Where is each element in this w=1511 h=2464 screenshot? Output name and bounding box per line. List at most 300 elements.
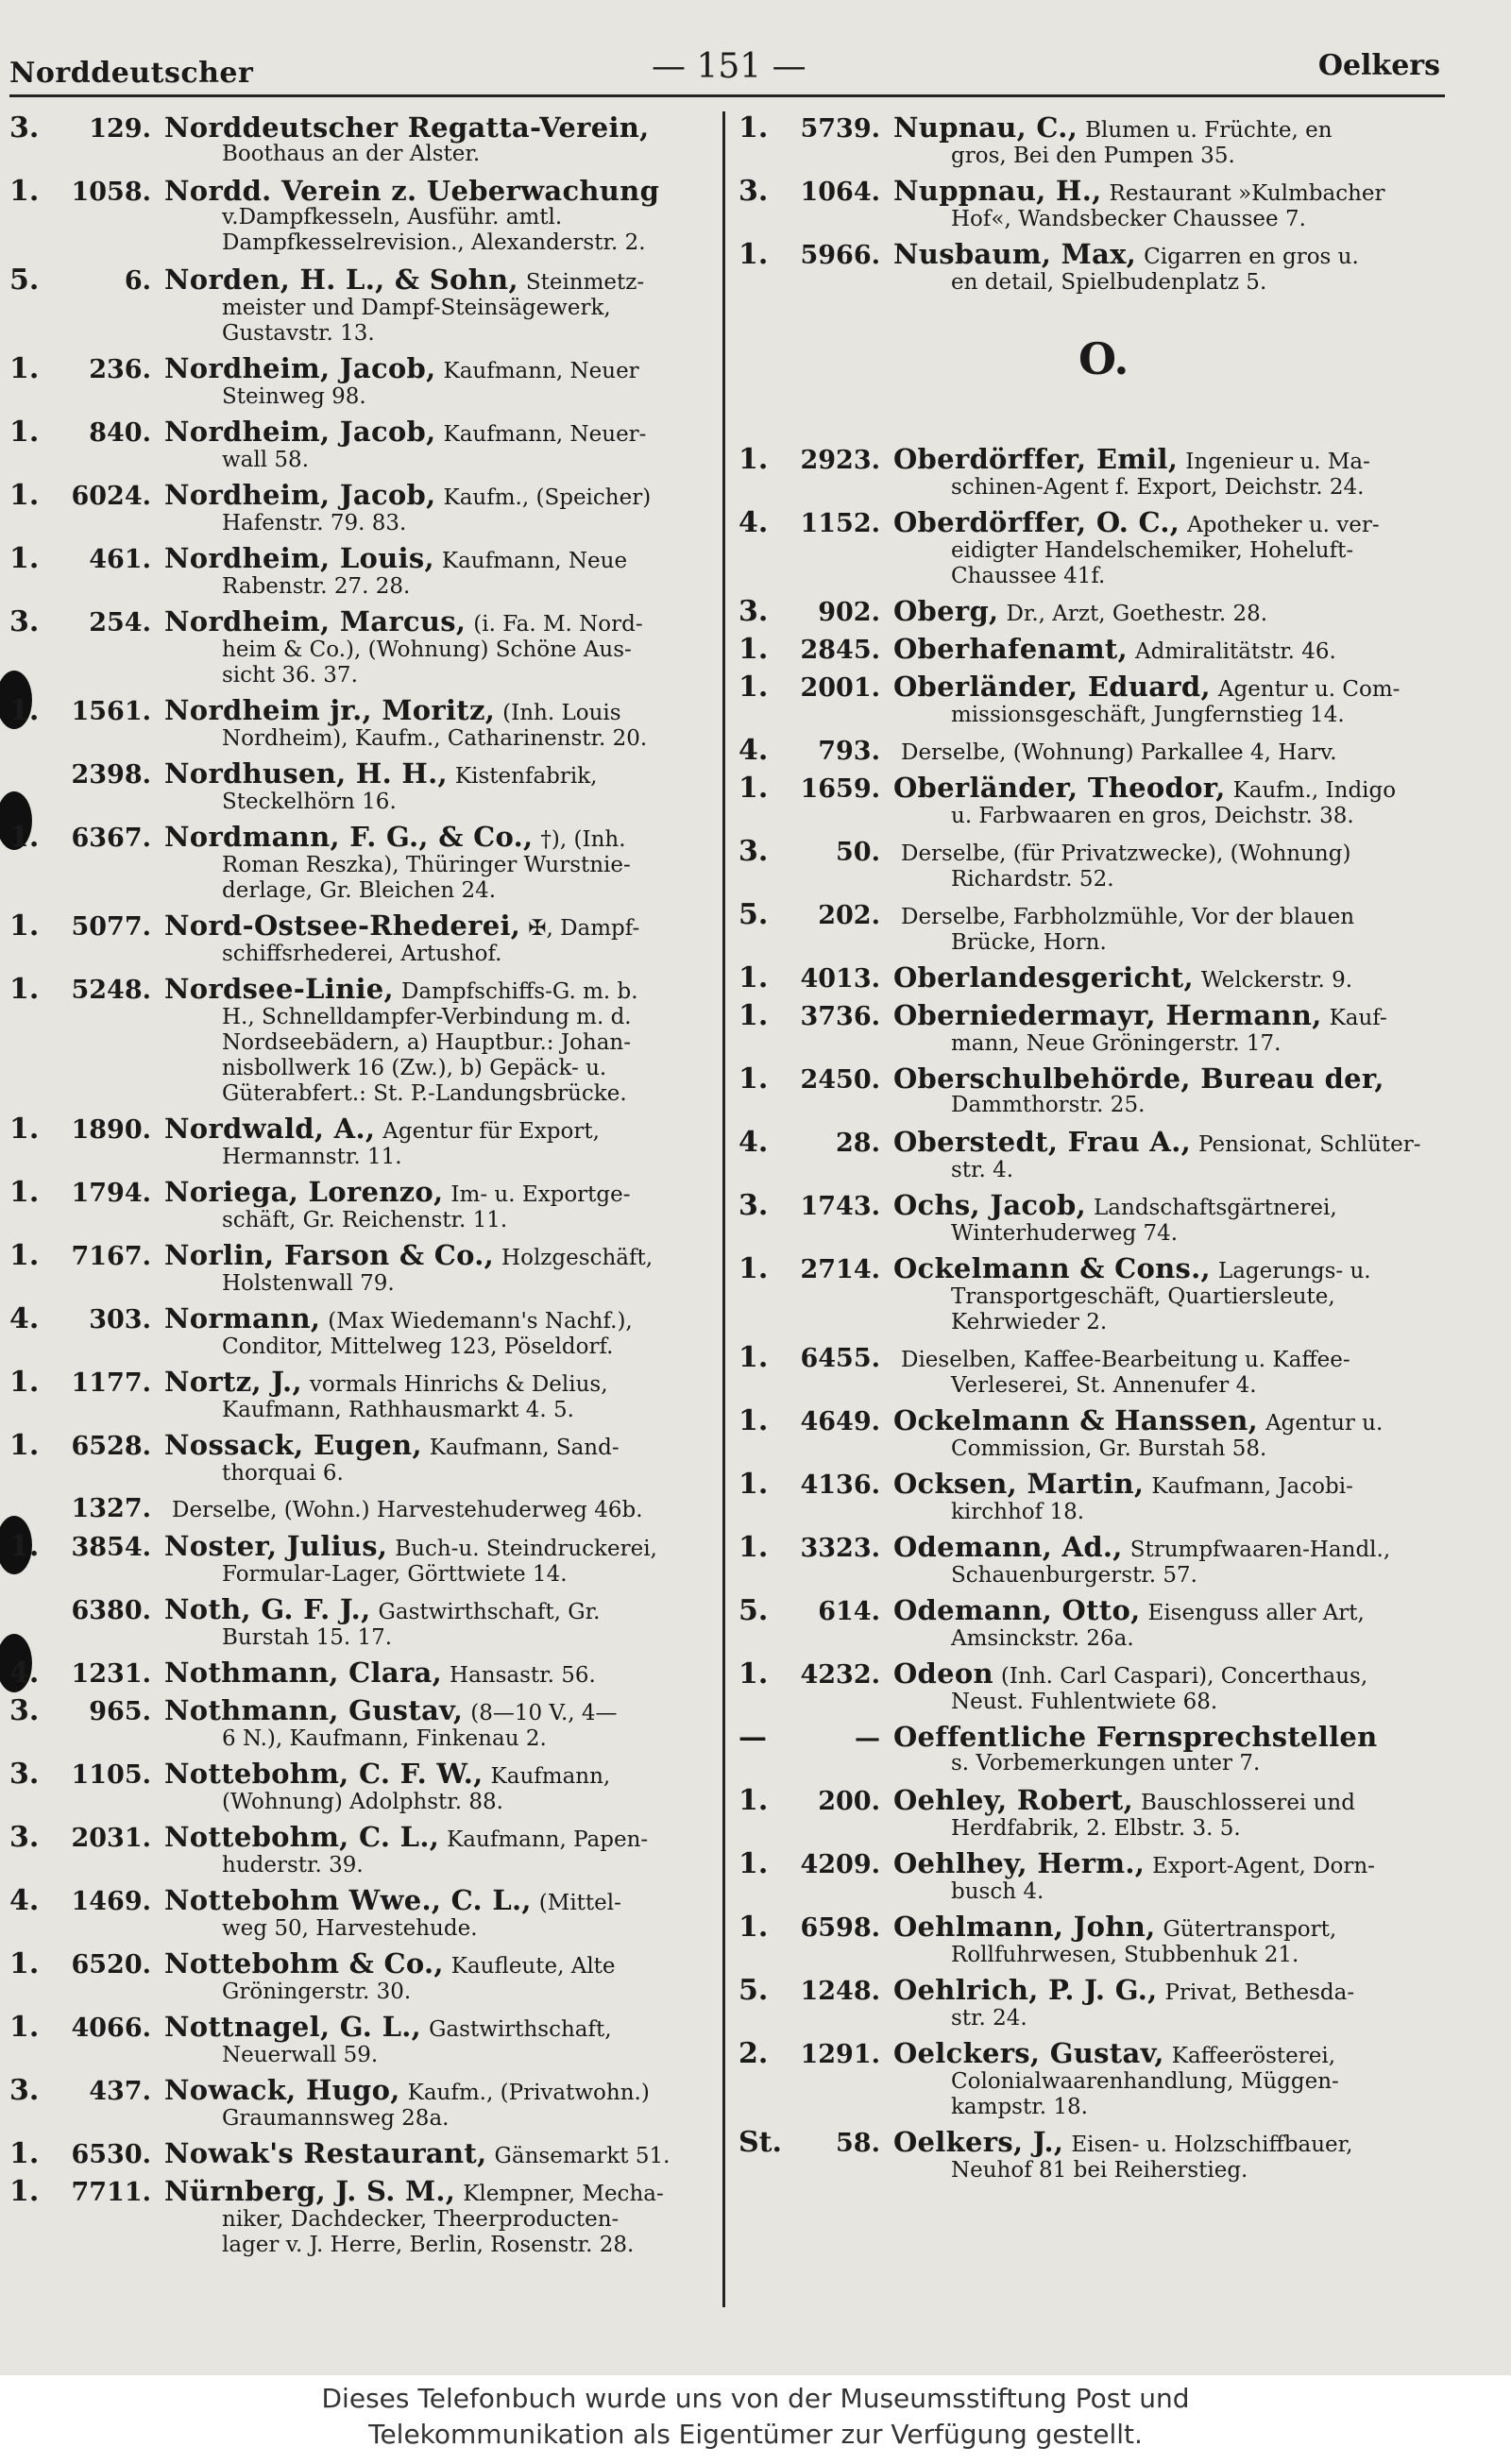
subscriber-name: Oberländer, Eduard,	[893, 671, 1211, 703]
entry-continuation: Formular-Lager, Görttwiete 14.	[222, 1562, 568, 1587]
subscriber-name: Ochs, Jacob,	[893, 1189, 1087, 1221]
entry-continuation: schäft, Gr. Reichenstr. 11.	[222, 1208, 508, 1232]
directory-entry	[739, 1594, 1489, 1652]
phone-number: 6380.	[71, 1596, 151, 1625]
phone-number: 1248.	[800, 1977, 880, 2006]
subscriber-name: Nupnau, C.,	[893, 111, 1078, 144]
phone-number: 7711.	[71, 2178, 151, 2207]
directory-entry	[9, 821, 713, 904]
subscriber-name: Noth, G. F. J.,	[164, 1593, 371, 1625]
directory-entry	[9, 909, 713, 967]
entry-continuation: str. 24.	[951, 2006, 1027, 2031]
directory-entry	[739, 1062, 1489, 1118]
phone-number: 6024.	[71, 482, 151, 511]
entry-detail: Buch-u. Steindruckerei,	[395, 1537, 657, 1561]
phone-number: 303.	[89, 1305, 151, 1334]
phone-number: 840.	[89, 418, 151, 448]
directory-entry	[9, 2175, 713, 2258]
subscriber-name: Nordsee-Linie,	[164, 973, 394, 1005]
subscriber-name: Nordd. Verein z. Ueberwachung	[164, 175, 660, 207]
directory-entry	[739, 1974, 1489, 2031]
phone-number: 4013.	[800, 964, 880, 994]
subscriber-name: Oberstedt, Frau A.,	[893, 1126, 1192, 1158]
entry-detail: Dampfschiffs-G. m. b.	[400, 979, 638, 1004]
entry-continuation: kampstr. 18.	[951, 2095, 1088, 2119]
exchange-code: 1.	[739, 772, 769, 805]
directory-entry	[9, 973, 713, 1107]
phone-number: 7167.	[71, 1242, 151, 1271]
entry-continuation: thorquai 6.	[222, 1461, 344, 1486]
header-left-keyword: Norddeutscher	[9, 57, 254, 90]
directory-entry	[9, 694, 713, 752]
phone-number: 5248.	[71, 976, 151, 1005]
exchange-code: 1.	[739, 1468, 769, 1501]
entry-detail: Apotheker u. ver-	[1187, 513, 1380, 537]
entry-continuation: weg 50, Harvestehude.	[222, 1916, 478, 1941]
entry-continuation: 6 N.), Kaufmann, Finkenau 2.	[222, 1726, 547, 1751]
phone-number: 3854.	[71, 1533, 151, 1562]
exchange-code: 5.	[739, 1974, 769, 2007]
subscriber-name: Ocksen, Martin,	[893, 1468, 1145, 1500]
entry-detail: Hansastr. 56.	[450, 1663, 596, 1688]
subscriber-name: Oehlhey, Herm.,	[893, 1847, 1146, 1879]
subscriber-name: Norden, H. L., & Sohn,	[164, 263, 518, 296]
phone-number: 1469.	[71, 1887, 151, 1916]
entry-detail: Derselbe, (Wohnung) Parkallee 4, Harv.	[901, 740, 1337, 765]
entry-continuation: Conditor, Mittelweg 123, Pöseldorf.	[222, 1334, 614, 1359]
exchange-code: 1.	[739, 1657, 769, 1691]
phone-number: 6520.	[71, 1950, 151, 1980]
entry-continuation: derlage, Gr. Bleichen 24.	[222, 878, 497, 903]
directory-entry	[9, 479, 713, 536]
phone-number: 4232.	[800, 1660, 880, 1690]
subscriber-name: Oeffentliche Fernsprechstellen	[893, 1721, 1378, 1753]
entry-continuation: meister und Dampf-Steinsägewerk,	[222, 296, 611, 320]
entry-detail: Kaufm., Indigo	[1232, 778, 1397, 803]
entry-continuation: Chaussee 41f.	[951, 564, 1106, 588]
entry-detail: Gütertransport,	[1163, 1917, 1337, 1942]
entry-continuation: sicht 36. 37.	[222, 663, 358, 688]
entry-continuation: Nordheim), Kaufm., Catharinenstr. 20.	[222, 726, 648, 751]
directory-entry	[739, 633, 1489, 666]
entry-continuation: Dampfkesselrevision., Alexanderstr. 2.	[222, 230, 646, 255]
entry-continuation: Rabenstr. 27. 28.	[222, 574, 411, 599]
subscriber-name: Nottebohm, C. L.,	[164, 1821, 440, 1853]
entry-continuation: Hermannstr. 11.	[222, 1145, 402, 1169]
entry-detail: Kaufmann,	[490, 1764, 611, 1789]
subscriber-name: Oberhafenamt,	[893, 633, 1129, 665]
subscriber-name: Nordheim, Jacob,	[164, 416, 436, 448]
directory-entry	[739, 595, 1489, 628]
subscriber-name: Normann,	[164, 1302, 321, 1334]
entry-continuation: Burstah 15. 17.	[222, 1625, 393, 1650]
subscriber-name: Nordheim, Louis,	[164, 542, 434, 574]
directory-entry	[739, 1189, 1489, 1247]
subscriber-name: Nordheim, Marcus,	[164, 605, 467, 637]
exchange-code: —	[739, 1721, 767, 1754]
entry-continuation: Nordseebädern, a) Hauptbur.: Johan-	[222, 1030, 632, 1055]
entry-continuation: kirchhof 18.	[951, 1500, 1085, 1524]
entry-continuation: nisbollwerk 16 (Zw.), b) Gepäck- u.	[222, 1056, 607, 1080]
entry-continuation: Steinweg 98.	[222, 384, 366, 409]
directory-entry	[9, 1821, 713, 1878]
exchange-code: 2.	[739, 2037, 769, 2070]
phone-number: 5739.	[800, 114, 880, 144]
entry-detail: Gastwirthschaft,	[429, 2017, 612, 2042]
phone-number: 1058.	[71, 178, 151, 207]
entry-continuation: Holstenwall 79.	[222, 1271, 395, 1296]
phone-number: 200.	[818, 1787, 880, 1816]
entry-continuation: Amsinckstr. 26a.	[951, 1626, 1134, 1651]
entry-continuation: s. Vorbemerkungen unter 7.	[951, 1751, 1261, 1776]
directory-entry	[9, 1366, 713, 1423]
directory-entry	[9, 1113, 713, 1170]
entry-continuation: (Wohnung) Adolphstr. 88.	[222, 1790, 503, 1814]
page-header	[9, 40, 1440, 90]
entry-detail: Kaufmann, Neuer	[443, 359, 639, 383]
entry-continuation: Graumannsweg 28a.	[222, 2106, 450, 2131]
entry-detail: Welckerstr. 9.	[1200, 968, 1353, 993]
entry-continuation: eidigter Handelschemiker, Hoheluft-	[951, 538, 1354, 563]
phone-number: 1743.	[800, 1192, 880, 1221]
exchange-code: 3.	[739, 595, 769, 628]
phone-number: 614.	[818, 1597, 880, 1626]
phone-number: 793.	[818, 737, 880, 766]
exchange-code: 1.	[739, 111, 769, 144]
subscriber-name: Oberdörffer, O. C.,	[893, 506, 1180, 538]
entry-detail: Derselbe, (für Privatzwecke), (Wohnung)	[901, 841, 1351, 866]
exchange-code: 1.	[9, 1176, 40, 1209]
entry-continuation: niker, Dachdecker, Theerproducten-	[222, 2207, 620, 2232]
directory-entry	[9, 416, 713, 473]
entry-continuation: lager v. J. Herre, Berlin, Rosenstr. 28.	[222, 2233, 635, 2257]
exchange-code: 1.	[739, 999, 769, 1032]
entry-detail: (Inh. Carl Caspari), Concerthaus,	[1000, 1664, 1368, 1689]
entry-detail: Steinmetz-	[525, 270, 645, 295]
entry-detail: Cigarren en gros u.	[1144, 245, 1359, 269]
phone-number: 1890.	[71, 1115, 151, 1145]
entry-detail: Kaufleute, Alte	[450, 1954, 616, 1979]
subscriber-name: Oberg,	[893, 595, 999, 627]
exchange-code: 1.	[739, 1911, 769, 1944]
directory-entry	[739, 671, 1489, 728]
exchange-code: 1.	[9, 2011, 40, 2044]
subscriber-name: Odeon	[893, 1657, 993, 1690]
exchange-code: 3.	[9, 111, 40, 144]
entry-detail: Gänsemarkt 51.	[494, 2144, 671, 2168]
entry-continuation: huderstr. 39.	[222, 1853, 364, 1878]
entry-continuation: str. 4.	[951, 1158, 1014, 1182]
directory-entry	[9, 2137, 713, 2170]
phone-number: 6367.	[71, 824, 151, 853]
entry-detail: Derselbe, (Wohn.) Harvestehuderweg 46b.	[172, 1498, 643, 1522]
directory-entry	[9, 1884, 713, 1942]
entry-detail: Kaufmann, Sand-	[429, 1436, 620, 1460]
phone-number: 1064.	[800, 178, 880, 207]
entry-detail: Klempner, Mecha-	[463, 2182, 664, 2206]
exchange-code: 1.	[739, 1784, 769, 1817]
phone-number: 4649.	[800, 1407, 880, 1436]
directory-entry	[739, 506, 1489, 589]
entry-detail: Privat, Bethesda-	[1164, 1980, 1355, 2005]
directory-entry	[739, 734, 1489, 767]
entry-continuation: Dammthorstr. 25.	[951, 1093, 1146, 1117]
exchange-code: 3.	[9, 1694, 40, 1727]
entry-detail: vormals Hinrichs & Delius,	[309, 1372, 608, 1397]
exchange-code: 1.	[739, 1531, 769, 1564]
directory-entry	[739, 1404, 1489, 1462]
phone-number: —	[855, 1724, 880, 1753]
subscriber-name: Oberschulbehörde, Bureau der,	[893, 1062, 1384, 1095]
entry-continuation: missionsgeschäft, Jungfernstieg 14.	[951, 703, 1345, 727]
header-rule	[9, 94, 1445, 97]
subscriber-name: Oberniedermayr, Hermann,	[893, 999, 1322, 1031]
directory-entry	[739, 2126, 1489, 2184]
exchange-code: 1.	[739, 443, 769, 476]
phone-number: 254.	[89, 608, 151, 637]
entry-continuation: Schauenburgerstr. 57.	[951, 1563, 1197, 1588]
entry-continuation: Kaufmann, Rathhausmarkt 4. 5.	[222, 1398, 574, 1422]
entry-detail: Kaufmann, Papen-	[447, 1827, 649, 1852]
directory-entry	[9, 1758, 713, 1815]
phone-number: 1231.	[71, 1659, 151, 1689]
directory-entry	[9, 352, 713, 410]
exchange-code: 1.	[9, 416, 40, 449]
directory-entry	[9, 1302, 713, 1360]
entry-detail: Eisen- u. Holzschiffbauer,	[1071, 2133, 1353, 2157]
phone-number: 6530.	[71, 2140, 151, 2169]
phone-number: 1327.	[71, 1494, 151, 1523]
directory-entry	[739, 1126, 1489, 1183]
exchange-code: 1.	[9, 1239, 40, 1272]
exchange-code: 3.	[739, 1189, 769, 1222]
subscriber-name: Oberländer, Theodor,	[893, 772, 1226, 804]
entry-continuation: Boothaus an der Alster.	[222, 142, 481, 166]
directory-entry	[9, 1593, 713, 1651]
entry-detail: †), (Inh.	[540, 827, 626, 852]
entry-detail: Restaurant »Kulmbacher	[1109, 181, 1385, 206]
directory-entry	[739, 1784, 1489, 1842]
exchange-code: 1.	[739, 1252, 769, 1285]
subscriber-name: Ockelmann & Cons.,	[893, 1252, 1211, 1284]
exchange-code: 1.	[9, 1429, 40, 1462]
directory-entry	[739, 1341, 1489, 1399]
entry-detail: Bauschlosserei und	[1140, 1791, 1355, 1815]
entry-detail: Kistenfabrik,	[454, 764, 598, 789]
directory-entry	[9, 1694, 713, 1752]
exchange-code: 4.	[739, 506, 769, 539]
phone-number: 1177.	[71, 1368, 151, 1398]
phone-number: 2845.	[800, 636, 880, 665]
phone-number: 5077.	[71, 912, 151, 942]
entry-continuation: wall 58.	[222, 448, 309, 472]
exchange-code: 1.	[9, 821, 40, 854]
phone-number: 461.	[89, 545, 151, 574]
subscriber-name: Norddeutscher Regatta-Verein,	[164, 111, 650, 144]
subscriber-name: Oberdörffer, Emil,	[893, 443, 1179, 475]
phone-number: 6528.	[71, 1432, 151, 1461]
phone-number: 2031.	[71, 1824, 151, 1853]
directory-entry	[739, 1657, 1489, 1715]
exchange-code: 1.	[9, 694, 40, 727]
exchange-code: 3.	[739, 175, 769, 208]
entry-detail: Kauf-	[1329, 1006, 1387, 1030]
entry-continuation: u. Farbwaaren en gros, Deichstr. 38.	[951, 804, 1354, 828]
entry-detail: Kaufmann, Neue	[441, 549, 628, 573]
subscriber-name: Ockelmann & Hanssen,	[893, 1404, 1259, 1436]
phone-number: 202.	[818, 901, 880, 930]
entry-detail: Kaufm., (Privatwohn.)	[407, 2081, 650, 2105]
entry-continuation: en detail, Spielbudenplatz 5.	[951, 270, 1267, 295]
phone-number: 6455.	[800, 1344, 880, 1373]
subscriber-name: Noriega, Lorenzo,	[164, 1176, 444, 1208]
footer-line-1: Dieses Telefonbuch wurde uns von der Museumsstiftung Post und	[321, 2383, 1190, 2414]
subscriber-name: Nossack, Eugen,	[164, 1429, 422, 1461]
exchange-code: 3.	[739, 835, 769, 868]
directory-entry	[739, 111, 1489, 169]
directory-entry	[9, 605, 713, 688]
subscriber-name: Oberlandesgericht,	[893, 961, 1194, 994]
phone-number: 50.	[836, 838, 880, 867]
entry-detail: Blumen u. Früchte, en	[1085, 118, 1333, 143]
phone-number: 902.	[818, 598, 880, 627]
entry-detail: Dieselben, Kaffee-Bearbeitung u. Kaffee-	[901, 1348, 1350, 1372]
phone-number: 1561.	[71, 697, 151, 726]
entry-continuation: Kehrwieder 2.	[951, 1310, 1108, 1334]
exchange-code: 3.	[9, 1758, 40, 1791]
phone-number: 2398.	[71, 760, 151, 790]
subscriber-name: Nürnberg, J. S. M.,	[164, 2175, 456, 2207]
exchange-code: 5.	[9, 263, 40, 297]
directory-entry	[9, 1496, 713, 1523]
entry-detail: Agentur u. Com-	[1217, 677, 1401, 702]
exchange-code: 5.	[739, 1594, 769, 1627]
ownership-footer	[0, 2375, 1511, 2464]
exchange-code: 4.	[9, 1884, 40, 1917]
entry-detail: Dr., Arzt, Goethestr. 28.	[1006, 602, 1268, 626]
footer-line-2: Telekommunikation als Eigentümer zur Verfügung gestellt.	[368, 2419, 1143, 2450]
entry-continuation: v.Dampfkesseln, Ausführ. amtl.	[222, 205, 563, 229]
directory-entry	[9, 2074, 713, 2132]
directory-entry	[739, 961, 1489, 994]
directory-entry	[739, 1531, 1489, 1589]
exchange-code: 3.	[9, 605, 40, 638]
subscriber-name: Nothmann, Gustav,	[164, 1694, 464, 1726]
entry-continuation: Winterhuderweg 74.	[951, 1221, 1179, 1246]
entry-detail: Landschaftsgärtnerei,	[1094, 1196, 1337, 1220]
entry-detail: (i. Fa. M. Nord-	[473, 612, 643, 637]
entry-detail: Eisenguss aller Art,	[1147, 1601, 1365, 1625]
subscriber-name: Nowak's Restaurant,	[164, 2137, 487, 2169]
phone-number: 2923.	[800, 446, 880, 475]
exchange-code: 1.	[9, 909, 40, 943]
exchange-code: 4.	[739, 1126, 769, 1159]
exchange-code: 1.	[9, 1113, 40, 1146]
phone-number: 4136.	[800, 1470, 880, 1500]
subscriber-name: Nordheim jr., Moritz,	[164, 694, 496, 726]
entry-continuation: Rollfuhrwesen, Stubbenhuk 21.	[951, 1943, 1299, 1967]
exchange-code: 1.	[9, 2175, 40, 2208]
directory-entry	[9, 263, 713, 347]
entry-detail: Kaufmann, Neuer-	[443, 422, 647, 447]
exchange-code: 1.	[9, 1530, 40, 1563]
entry-continuation: gros, Bei den Pumpen 35.	[951, 144, 1235, 168]
entry-continuation: Commission, Gr. Burstah 58.	[951, 1436, 1267, 1461]
phone-number: 1659.	[800, 774, 880, 804]
entry-continuation: Gustavstr. 13.	[222, 321, 375, 346]
entry-continuation: Herdfabrik, 2. Elbstr. 3. 5.	[951, 1816, 1241, 1841]
exchange-code: 1.	[9, 973, 40, 1006]
directory-entry	[9, 1947, 713, 2005]
phone-number: 4066.	[71, 2014, 151, 2043]
entry-detail: (8—10 V., 4—	[470, 1701, 618, 1725]
subscriber-name: Oelckers, Gustav,	[893, 2037, 1164, 2069]
entry-detail: (Mittel-	[538, 1891, 621, 1915]
directory-entry	[739, 175, 1489, 232]
directory-entry	[9, 1530, 713, 1588]
entry-detail: ✠, Dampf-	[528, 916, 640, 941]
exchange-code: 1.	[739, 1404, 769, 1437]
exchange-code: 1.	[9, 542, 40, 575]
phone-number: 2450.	[800, 1065, 880, 1095]
entry-detail: Strumpfwaaren-Handl.,	[1129, 1538, 1391, 1562]
entry-continuation: schinen-Agent f. Export, Deichstr. 24.	[951, 475, 1365, 500]
directory-entry	[9, 1239, 713, 1297]
subscriber-name: Nothmann, Clara,	[164, 1657, 443, 1689]
subscriber-name: Odemann, Ad.,	[893, 1531, 1123, 1563]
subscriber-name: Odemann, Otto,	[893, 1594, 1141, 1626]
entry-detail: Im- u. Exportge-	[450, 1182, 631, 1207]
entry-continuation: Steckelhörn 16.	[222, 790, 397, 814]
exchange-code: 1.	[739, 1062, 769, 1096]
directory-entry	[9, 2011, 713, 2068]
entry-continuation: Verleserei, St. Annenufer 4.	[951, 1373, 1257, 1398]
entry-continuation: heim & Co.), (Wohnung) Schöne Aus-	[222, 637, 632, 662]
entry-detail: Gastwirthschaft, Gr.	[378, 1600, 601, 1624]
phone-number: 3323.	[800, 1534, 880, 1563]
phone-number: 1291.	[800, 2040, 880, 2069]
entry-detail: Kaufmann, Jacobi-	[1151, 1474, 1353, 1499]
exchange-code: 1.	[9, 2137, 40, 2170]
exchange-code: 1.	[739, 961, 769, 994]
section-letter: O.	[1078, 333, 1129, 384]
entry-continuation: Transportgeschäft, Quartiersleute,	[951, 1284, 1335, 1309]
subscriber-name: Nordhusen, H. H.,	[164, 757, 448, 790]
entry-detail: (Inh. Louis	[502, 701, 621, 725]
subscriber-name: Noster, Julius,	[164, 1530, 388, 1562]
directory-entry	[739, 1847, 1489, 1905]
phone-number: 1105.	[71, 1760, 151, 1790]
directory-entry	[739, 999, 1489, 1057]
exchange-code: 1.	[9, 352, 40, 385]
phone-number: 58.	[836, 2129, 880, 2158]
subscriber-name: Nowack, Hugo,	[164, 2074, 400, 2106]
exchange-code: 3.	[9, 1821, 40, 1854]
subscriber-name: Nusbaum, Max,	[893, 238, 1137, 270]
phone-number: 129.	[89, 114, 151, 144]
phone-number: 2001.	[800, 673, 880, 703]
subscriber-name: Nortz, J.,	[164, 1366, 302, 1398]
directory-entry	[739, 1252, 1489, 1335]
phone-number: 1794.	[71, 1179, 151, 1208]
subscriber-name: Nottnagel, G. L.,	[164, 2011, 422, 2043]
entry-continuation: Gröningerstr. 30.	[222, 1980, 412, 2004]
exchange-code: 4.	[739, 734, 769, 767]
subscriber-name: Nordheim, Jacob,	[164, 352, 436, 384]
entry-detail: Export-Agent, Dorn-	[1152, 1854, 1375, 1878]
exchange-code: St.	[739, 2126, 782, 2159]
entry-continuation: mann, Neue Gröningerstr. 17.	[951, 1031, 1282, 1056]
